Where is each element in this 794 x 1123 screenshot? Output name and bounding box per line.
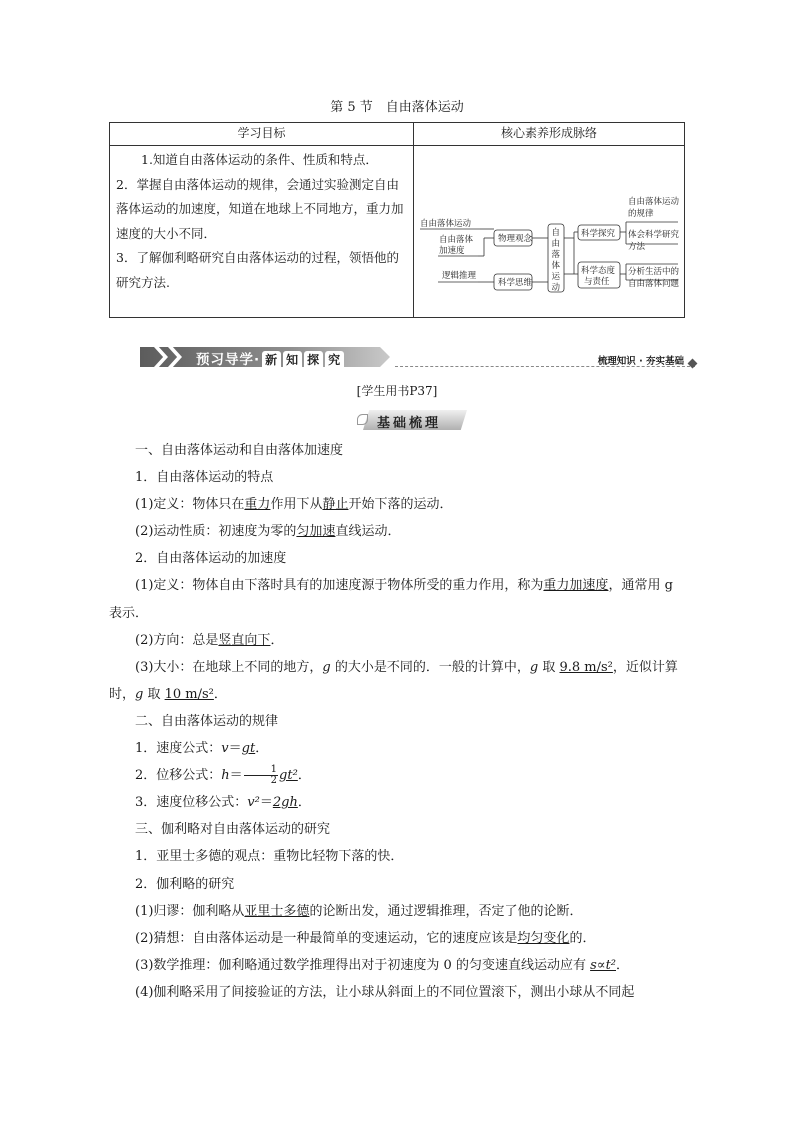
diagram-center-char: 自	[551, 228, 561, 238]
banner-right-text: 梳理知识 · 夯实基础	[597, 356, 684, 367]
banner-box-char: 究	[325, 351, 344, 370]
heading-2: 二、自由落体运动的规律	[135, 713, 279, 729]
diagram-thinking: 科学思维	[498, 278, 533, 288]
indirect-verification-paragraph: (4)伽利略采用了间接验证的方法，让小球从斜面上的不同位置滚下，测出小球从不同起	[135, 984, 635, 1000]
direction-paragraph: (2)方向：总是竖直向下．	[135, 632, 284, 648]
diagram-concept: 物理观念	[498, 234, 533, 244]
diagram-attitude: 科学态度	[581, 266, 616, 276]
diagram-right-item: 体会科学研究	[628, 230, 680, 240]
diagram-attitude: 与责任	[584, 277, 610, 287]
diagram-center-char: 动	[551, 283, 561, 293]
section-title: 第 5 节 自由落体运动	[330, 100, 464, 115]
banner-box-char: 知	[283, 351, 302, 370]
hypothesis-paragraph: (2)猜想：自由落体运动是一种最简单的变速运动，它的速度应该是均匀变化的．	[135, 930, 596, 946]
diagram-left-sub: 自由落体	[439, 235, 474, 245]
diagram-left-bottom: 逻辑推理	[442, 271, 477, 281]
aristotle-paragraph: 1．亚里士多德的观点：重物比轻物下落的快．	[135, 849, 404, 865]
section-banner	[140, 345, 390, 369]
galileo-heading: 2．伽利略的研究	[135, 876, 235, 892]
goals-list	[110, 146, 414, 318]
diagram-right-item: 方法	[628, 242, 646, 252]
diagram-center-char: 由	[551, 239, 561, 249]
definition-paragraph: (1)定义：物体只在重力作用下从静止开始下落的运动．	[135, 497, 453, 513]
velocity-formula: 1．速度公式：v＝gt．	[135, 741, 269, 757]
diagram-center-char: 运	[551, 272, 561, 282]
goal-item: 1.知道自由落体运动的条件、性质和特点．	[141, 152, 378, 167]
diagram-right-item: 自由落体问题	[628, 279, 680, 289]
diagram-right-item: 分析生活中的	[628, 267, 680, 277]
goals-table	[109, 122, 685, 318]
literacy-flow-diagram	[414, 146, 684, 314]
heading-3: 三、伽利略对自由落体运动的研究	[135, 822, 331, 838]
banner-box-char: 探	[304, 351, 323, 370]
math-reasoning-paragraph: (3)数学推理：伽利略通过数学推理得出对于初速度为 0 的匀变速直线运动应有 s∝t²．	[135, 957, 630, 973]
sub-heading-banner	[363, 410, 467, 430]
literacy-header: 核心素养形成脉络	[414, 123, 685, 146]
diagram-right-item: 的规律	[628, 209, 654, 219]
displacement-formula: 2．位移公式：h＝ $\frac{1}{2}$ gt²．	[135, 764, 311, 787]
reductio-paragraph: (1)归谬：伽利略从亚里士多德的论断出发，通过逻辑推理，否定了他的论断．	[135, 903, 583, 919]
banner-title	[196, 348, 344, 370]
diagram-center-char: 体	[551, 261, 561, 271]
banner-box-char: 新	[262, 351, 281, 370]
goal-item: 3．了解伽利略研究自由落体运动的过程，领悟他的研究方法.	[116, 250, 399, 290]
sub-heading: 基础梳理	[377, 416, 442, 431]
diagram-right-item: 自由落体运动	[628, 197, 680, 207]
diagram-center-char: 落	[551, 250, 561, 260]
heading-1-2: 2．自由落体运动的加速度	[135, 551, 287, 567]
literacy-diagram	[414, 146, 685, 318]
nature-paragraph: (2)运动性质：初速度为零的匀加速直线运动．	[135, 524, 401, 540]
goals-header: 学习目标	[110, 123, 414, 146]
diagram-explore: 科学探究	[581, 229, 616, 239]
definition2-paragraph: (1)定义：物体自由下落时具有的加速度源于物体所受的重力作用，称为重力加速度，通常用 g 表示．	[109, 578, 673, 621]
magnitude-paragraph: (3)大小：在地球上不同的地方，g 的大小是不同的．一般的计算中，g 取 9.8 m/s²，近似计算时，g 取 10 m/s²．	[109, 659, 678, 702]
velocity-displacement-formula: 3．速度位移公式：v²＝2gh．	[135, 795, 311, 811]
diagram-left-sub: 加速度	[439, 246, 465, 256]
goal-item: 2．掌握自由落体运动的规律，会通过实验测定自由落体运动的加速度，知道在地球上不同地方，重力加速度的大小不同．	[116, 176, 404, 241]
heading-1: 一、自由落体运动和自由落体加速度	[135, 443, 344, 458]
reference-note: [学生用书P37]	[356, 384, 438, 398]
banner-left-text: 预习导学·	[196, 352, 261, 368]
diagram-left-title: 自由落体运动	[420, 219, 472, 229]
heading-1-1: 1．自由落体运动的特点	[135, 470, 274, 486]
leaf-icon	[357, 414, 368, 425]
content-body	[109, 437, 685, 1006]
